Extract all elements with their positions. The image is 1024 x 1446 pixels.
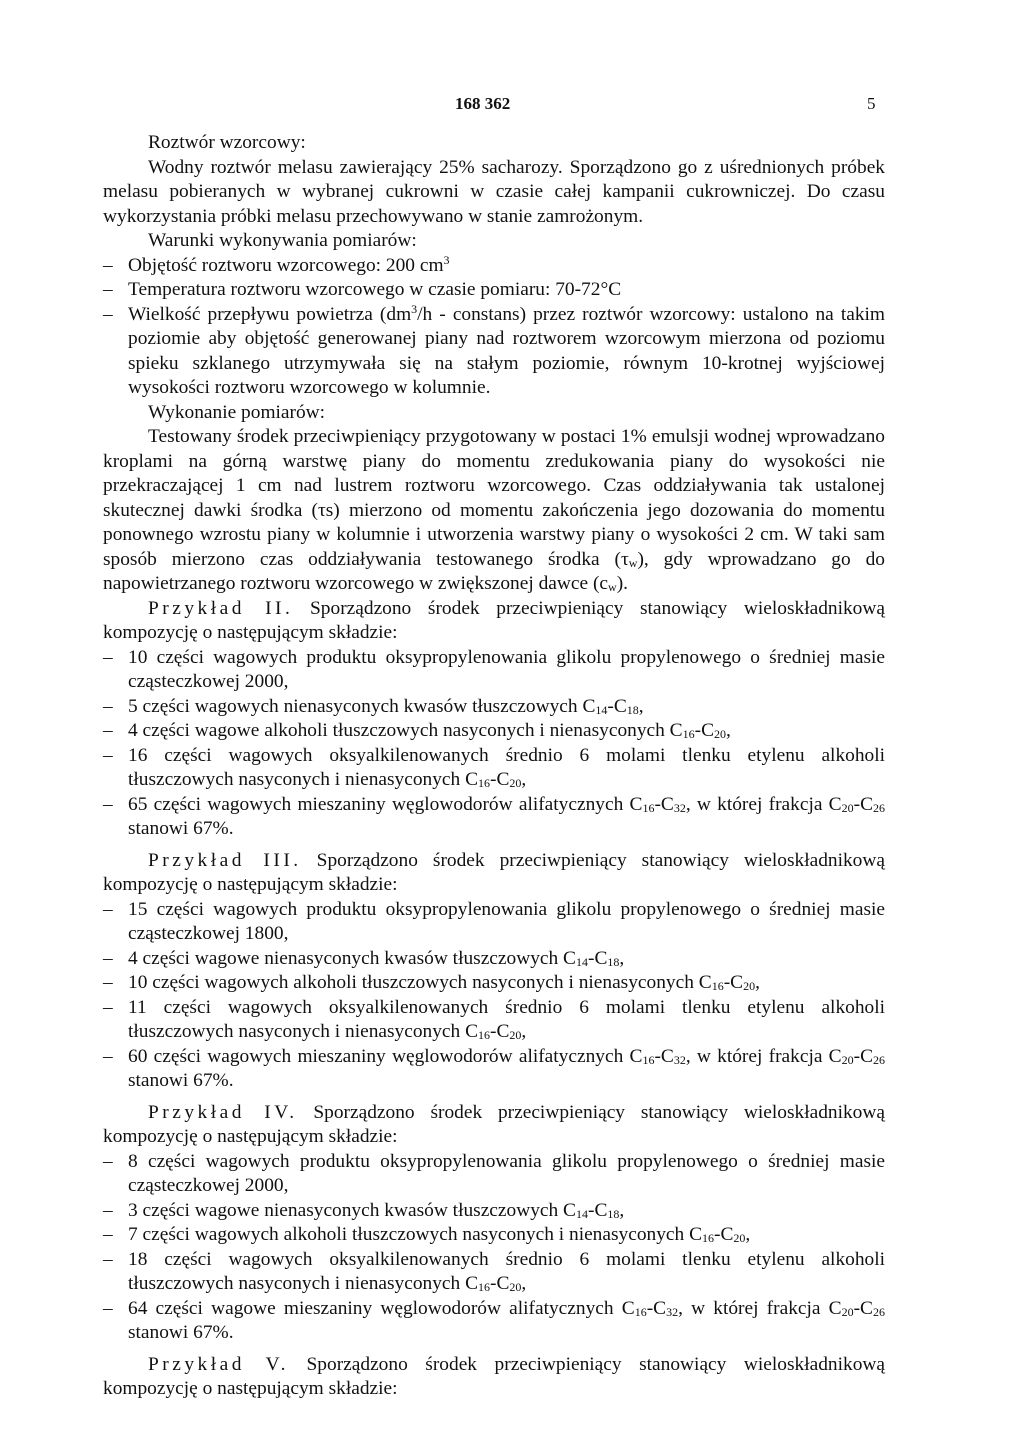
execution-heading: Wykonanie pomiarów: [148, 401, 326, 423]
example-label: Przykład V. [148, 1353, 289, 1375]
list-item: – Wielkość przepływu powietrza ($dm^3/h$ - constans) przez roztwór wzorcowy: ustalono na takim poziomie aby objętość generowanej piany nad roztworem wzorcowym mierzona od poziomu spieku szklanego utrzymywała się na stałym poziomie, równym 10-krotnej wyjściowej wysokości roztworu wzorcowego w kolumnie. [103, 303, 885, 401]
example-5-intro: Przykład V. Sporządzono środek przeciwpieniący stanowiący wieloskładnikową kompozycję o następującym składzie: [103, 1353, 885, 1399]
list-item: – Temperatura roztworu wzorcowego w czasie pomiaru: 70-72°C [103, 278, 885, 303]
list-item: – 4 części wagowe alkoholi tłuszczowych nasyconych i nienasyconych C16-C20, [103, 719, 885, 744]
list-item: – 5 części wagowych nienasyconych kwasów tłuszczowych C14-C18, [103, 695, 885, 720]
example-3-intro: Przykład III. Sporządzono środek przeciwpieniący stanowiący wieloskładnikową kompozycję o następującym składzie: [103, 849, 885, 895]
document-body [103, 131, 885, 1402]
list-item: – 16 części wagowych oksyalkilenowanych średnio 6 molami tlenku etylenu alkoholi tłuszczowych nasyconych i nienasyconych C16-C20, [103, 744, 885, 793]
list-item: – 60 części wagowych mieszaniny węglowodorów alifatycznych C16-C32, w której frakcja C20-C26 stanowi 67%. [103, 1045, 885, 1094]
reference-paragraph: Wodny roztwór melasu zawierający 25% sacharozy. Sporządzono go z uśrednionych próbek melasu pobieranych w wybranej cukrowni w czasie całej kampanii cukrowniczej. Do czasu wykorzystania próbki melasu przechowywano w stanie zamrożonym. [103, 156, 885, 227]
list-item: – 3 części wagowe nienasyconych kwasów tłuszczowych C14-C18, [103, 1199, 885, 1224]
list-item: – 10 części wagowych produktu oksypropylenowania glikolu propylenowego o średniej masie cząsteczkowej 2000, [103, 646, 885, 695]
example-label: Przykład III. [148, 849, 302, 871]
execution-paragraph: Testowany środek przeciwpieniący przygotowany w postaci 1% emulsji wodnej wprowadzano kroplami na górną warstwę piany do momentu zredukowania piany do wysokości nie przekraczającej 1 cm nad lustrem roztworu wzorcowego. Czas oddziaływania tak ustalonej skutecznej dawki środka (τs) mierzono od momentu zakończenia jego dozowania do momentu ponownego wzrostu piany w kolumnie i utworzenia warstwy piany o wysokości 2 cm. W taki sam sposób mierzono czas oddziaływania testowanego środka (τw), gdy wprowadzano go do napowietrzanego roztworu wzorcowego w zwiększonej dawce (cw). [103, 426, 885, 594]
example-label: Przykład IV. [148, 1101, 298, 1123]
list-item: – 11 części wagowych oksyalkilenowanych średnio 6 molami tlenku etylenu alkoholi tłuszczowych nasyconych i nienasyconych C16-C20, [103, 996, 885, 1045]
document-number: 168 362 [455, 94, 511, 113]
list-item: – 64 części wagowe mieszaniny węglowodorów alifatycznych C16-C32, w której frakcja C20-C26 stanowi 67%. [103, 1297, 885, 1346]
list-item: – 65 części wagowych mieszaniny węglowodorów alifatycznych C16-C32, w której frakcja C20-C26 stanowi 67%. [103, 793, 885, 842]
example-label: Przykład II. [148, 597, 294, 619]
example-4-intro: Przykład IV. Sporządzono środek przeciwpieniący stanowiący wieloskładnikową kompozycję o następującym składzie: [103, 1101, 885, 1147]
list-item: – 15 części wagowych produktu oksypropylenowania glikolu propylenowego o średniej masie cząsteczkowej 1800, [103, 898, 885, 947]
list-item: – 10 części wagowych alkoholi tłuszczowych nasyconych i nienasyconych C16-C20, [103, 971, 885, 996]
example-2-intro: Przykład II. Sporządzono środek przeciwpieniący stanowiący wieloskładnikową kompozycję o następującym składzie: [103, 597, 885, 643]
page-header [0, 94, 1024, 118]
list-item: – 4 części wagowe nienasyconych kwasów tłuszczowych C14-C18, [103, 947, 885, 972]
list-item: – 7 części wagowych alkoholi tłuszczowych nasyconych i nienasyconych C16-C20, [103, 1223, 885, 1248]
list-item: – 18 części wagowych oksyalkilenowanych średnio 6 molami tlenku etylenu alkoholi tłuszczowych nasyconych i nienasyconych C16-C20, [103, 1248, 885, 1297]
list-item: – Objętość roztworu wzorcowego: 200 $cm^3$ [103, 254, 885, 279]
reference-heading: Roztwór wzorcowy: [148, 132, 306, 153]
conditions-heading: Warunki wykonywania pomiarów: [148, 230, 417, 251]
page-number: 5 [867, 94, 876, 113]
list-item: – 8 części wagowych produktu oksypropylenowania glikolu propylenowego o średniej masie cząsteczkowej 2000, [103, 1150, 885, 1199]
